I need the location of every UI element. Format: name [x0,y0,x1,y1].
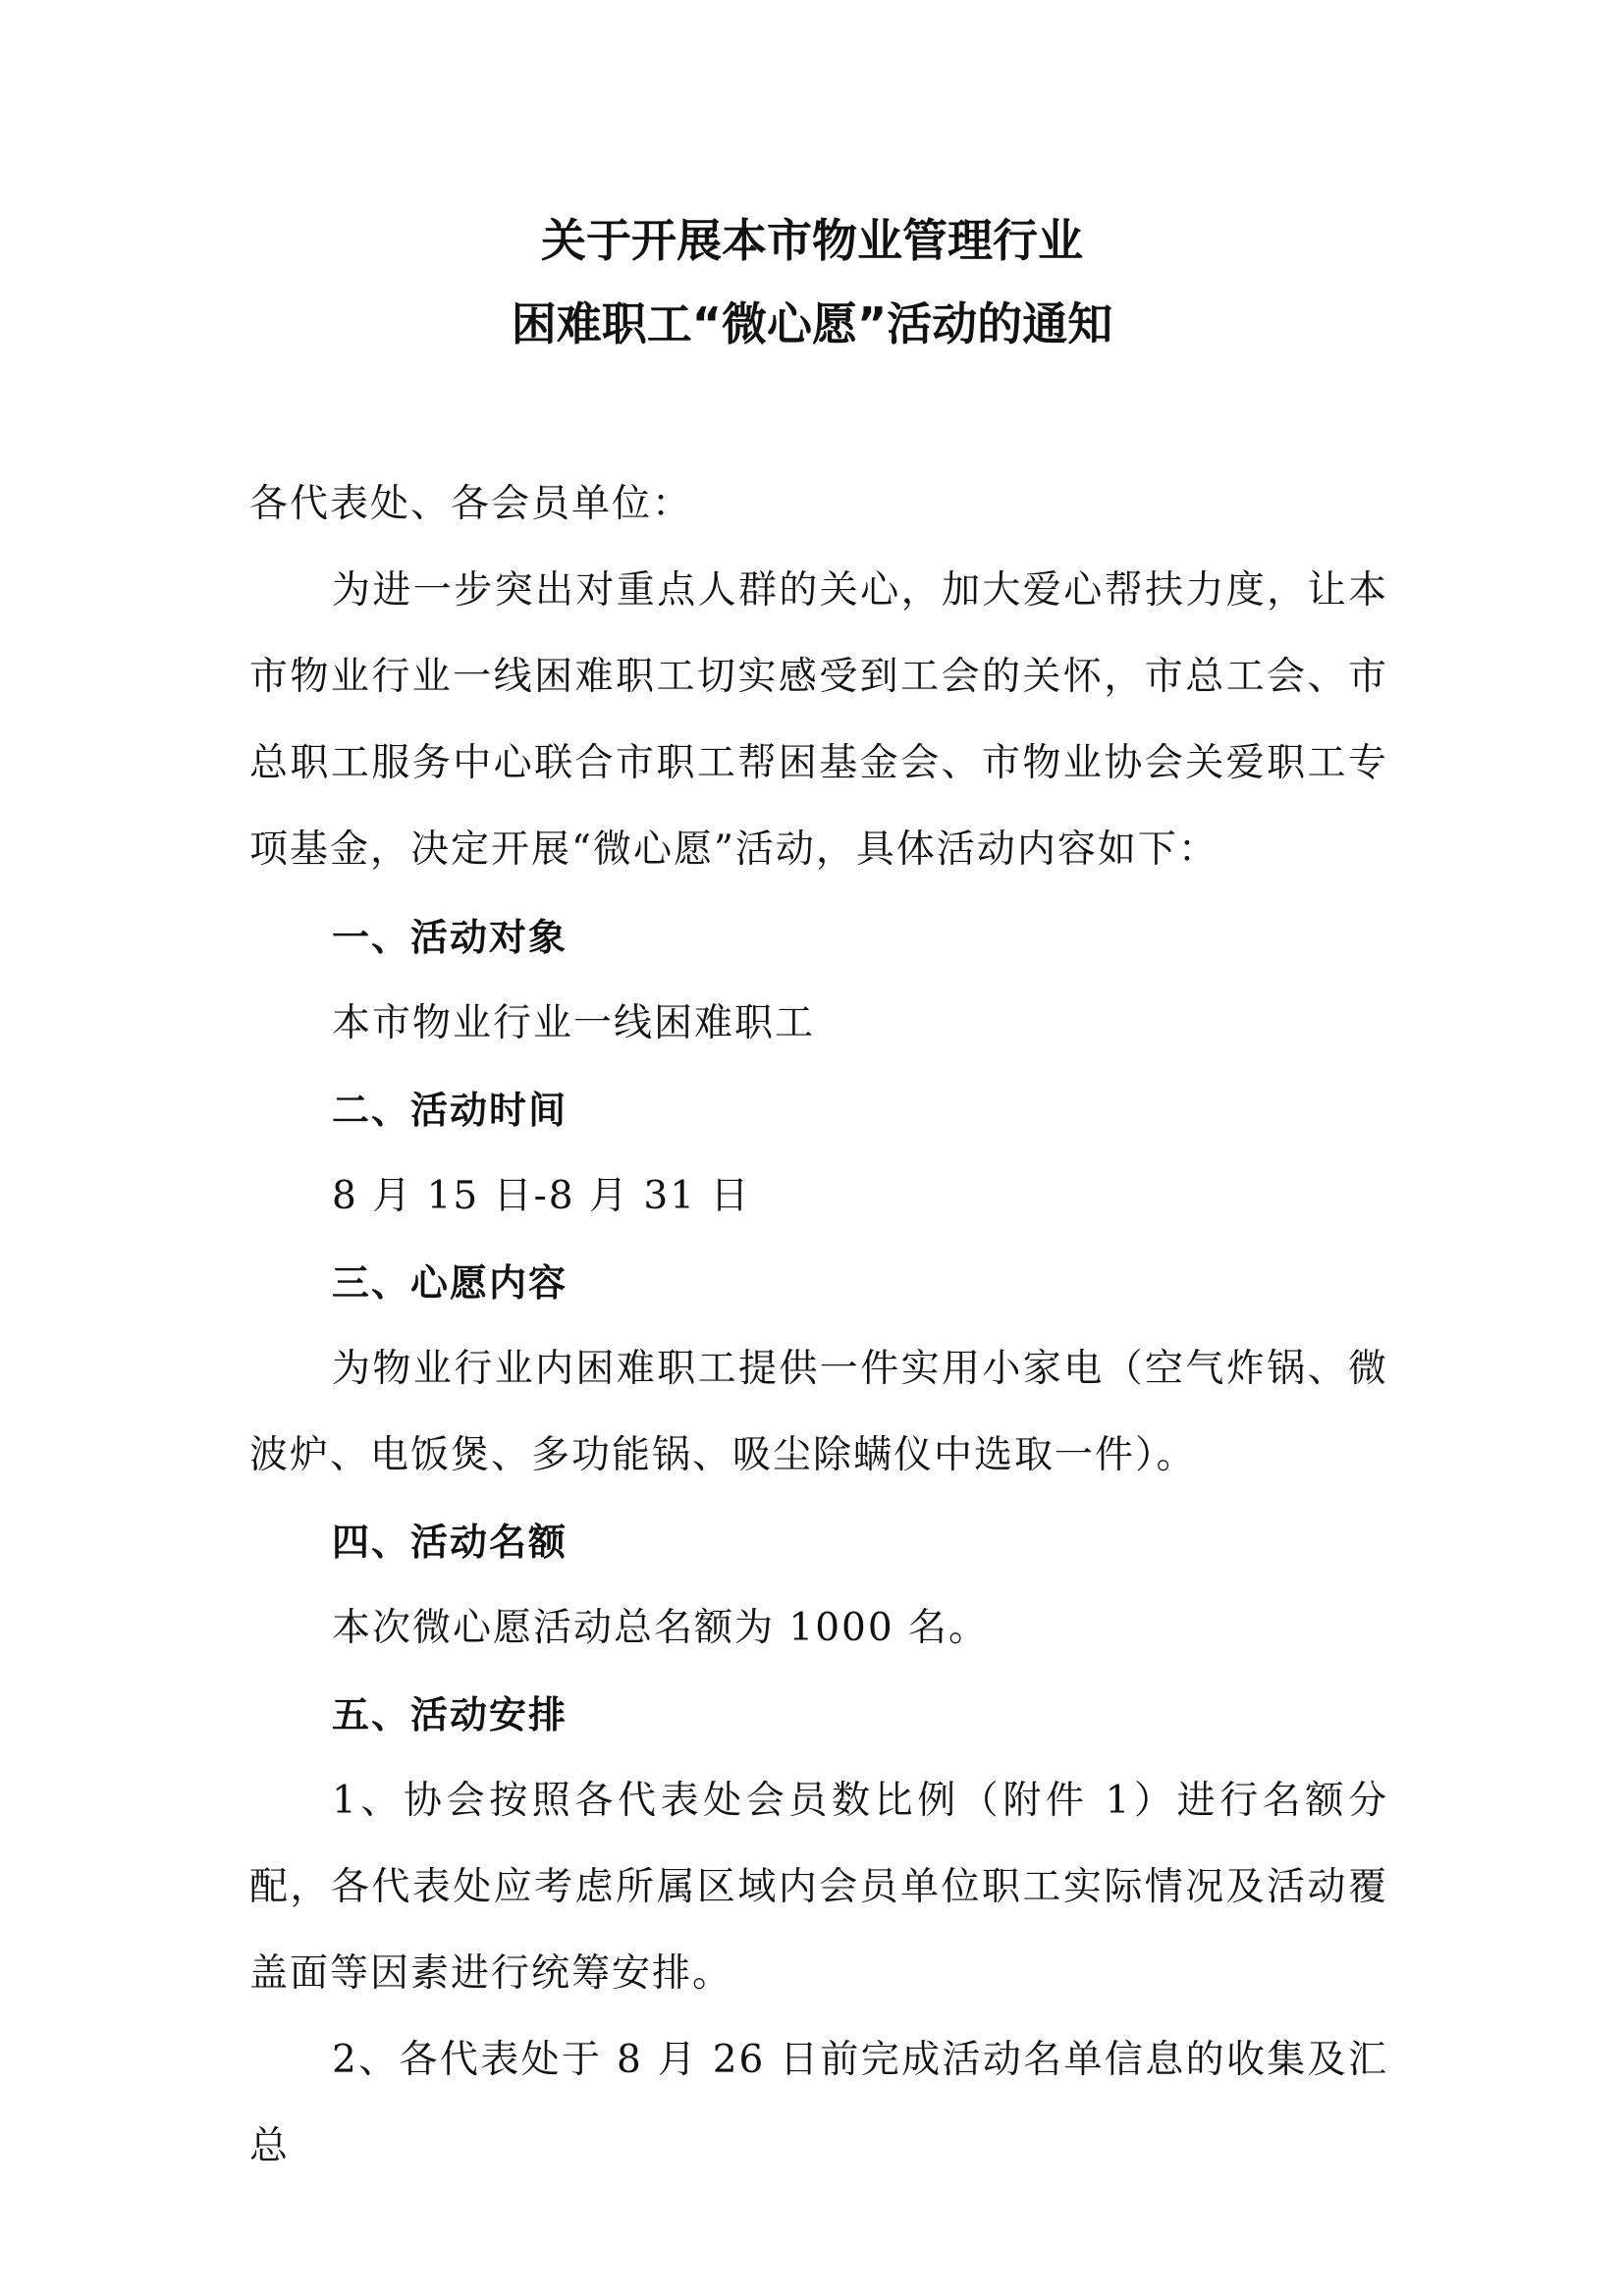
section5-item2: 2、各代表处于 8 月 26 日前完成活动名单信息的收集及汇总 [249,2038,1388,2168]
document-title-line2: 困难职工“微心愿”活动的通知 [511,297,1113,350]
section4-heading: 四、活动名额 [332,1521,568,1564]
document-title-line1: 关于开展本市物业管理行业 [541,214,1083,267]
section3-heading: 三、心愿内容 [332,1261,568,1305]
section4-text: 本次微心愿活动总名额为 1000 名。 [332,1606,990,1650]
salutation: 各代表处、各会员单位： [249,482,693,526]
section5-item1: 1、协会按照各代表处会员数比例（附件 1）进行名额分配，各代表处应考虑所属区域内会员单位职工实际情况及活动覆盖面等因素进行统筹安排。 [249,1779,1388,1996]
section1-heading: 一、活动对象 [332,916,568,959]
section5-heading: 五、活动安排 [332,1693,568,1736]
section2-heading: 二、活动时间 [332,1089,568,1132]
intro-paragraph: 为进一步突出对重点人群的关心，加大爱心帮扶力度，让本市物业行业一线困难职工切实感受到工会的关怀，市总工会、市总职工服务中心联合市职工帮困基金会、市物业协会关爱职工专项基金，决定开展“微心愿”活动，具体活动内容如下： [249,568,1388,872]
section1-text: 本市物业行业一线困难职工 [332,1001,816,1045]
section3-text: 为物业行业内困难职工提供一件实用小家电（空气炸锅、微波炉、电饭煲、多功能锅、吸尘除螨仪中选取一件）。 [249,1347,1388,1477]
section2-text: 8 月 15 日-8 月 31 日 [332,1174,751,1218]
